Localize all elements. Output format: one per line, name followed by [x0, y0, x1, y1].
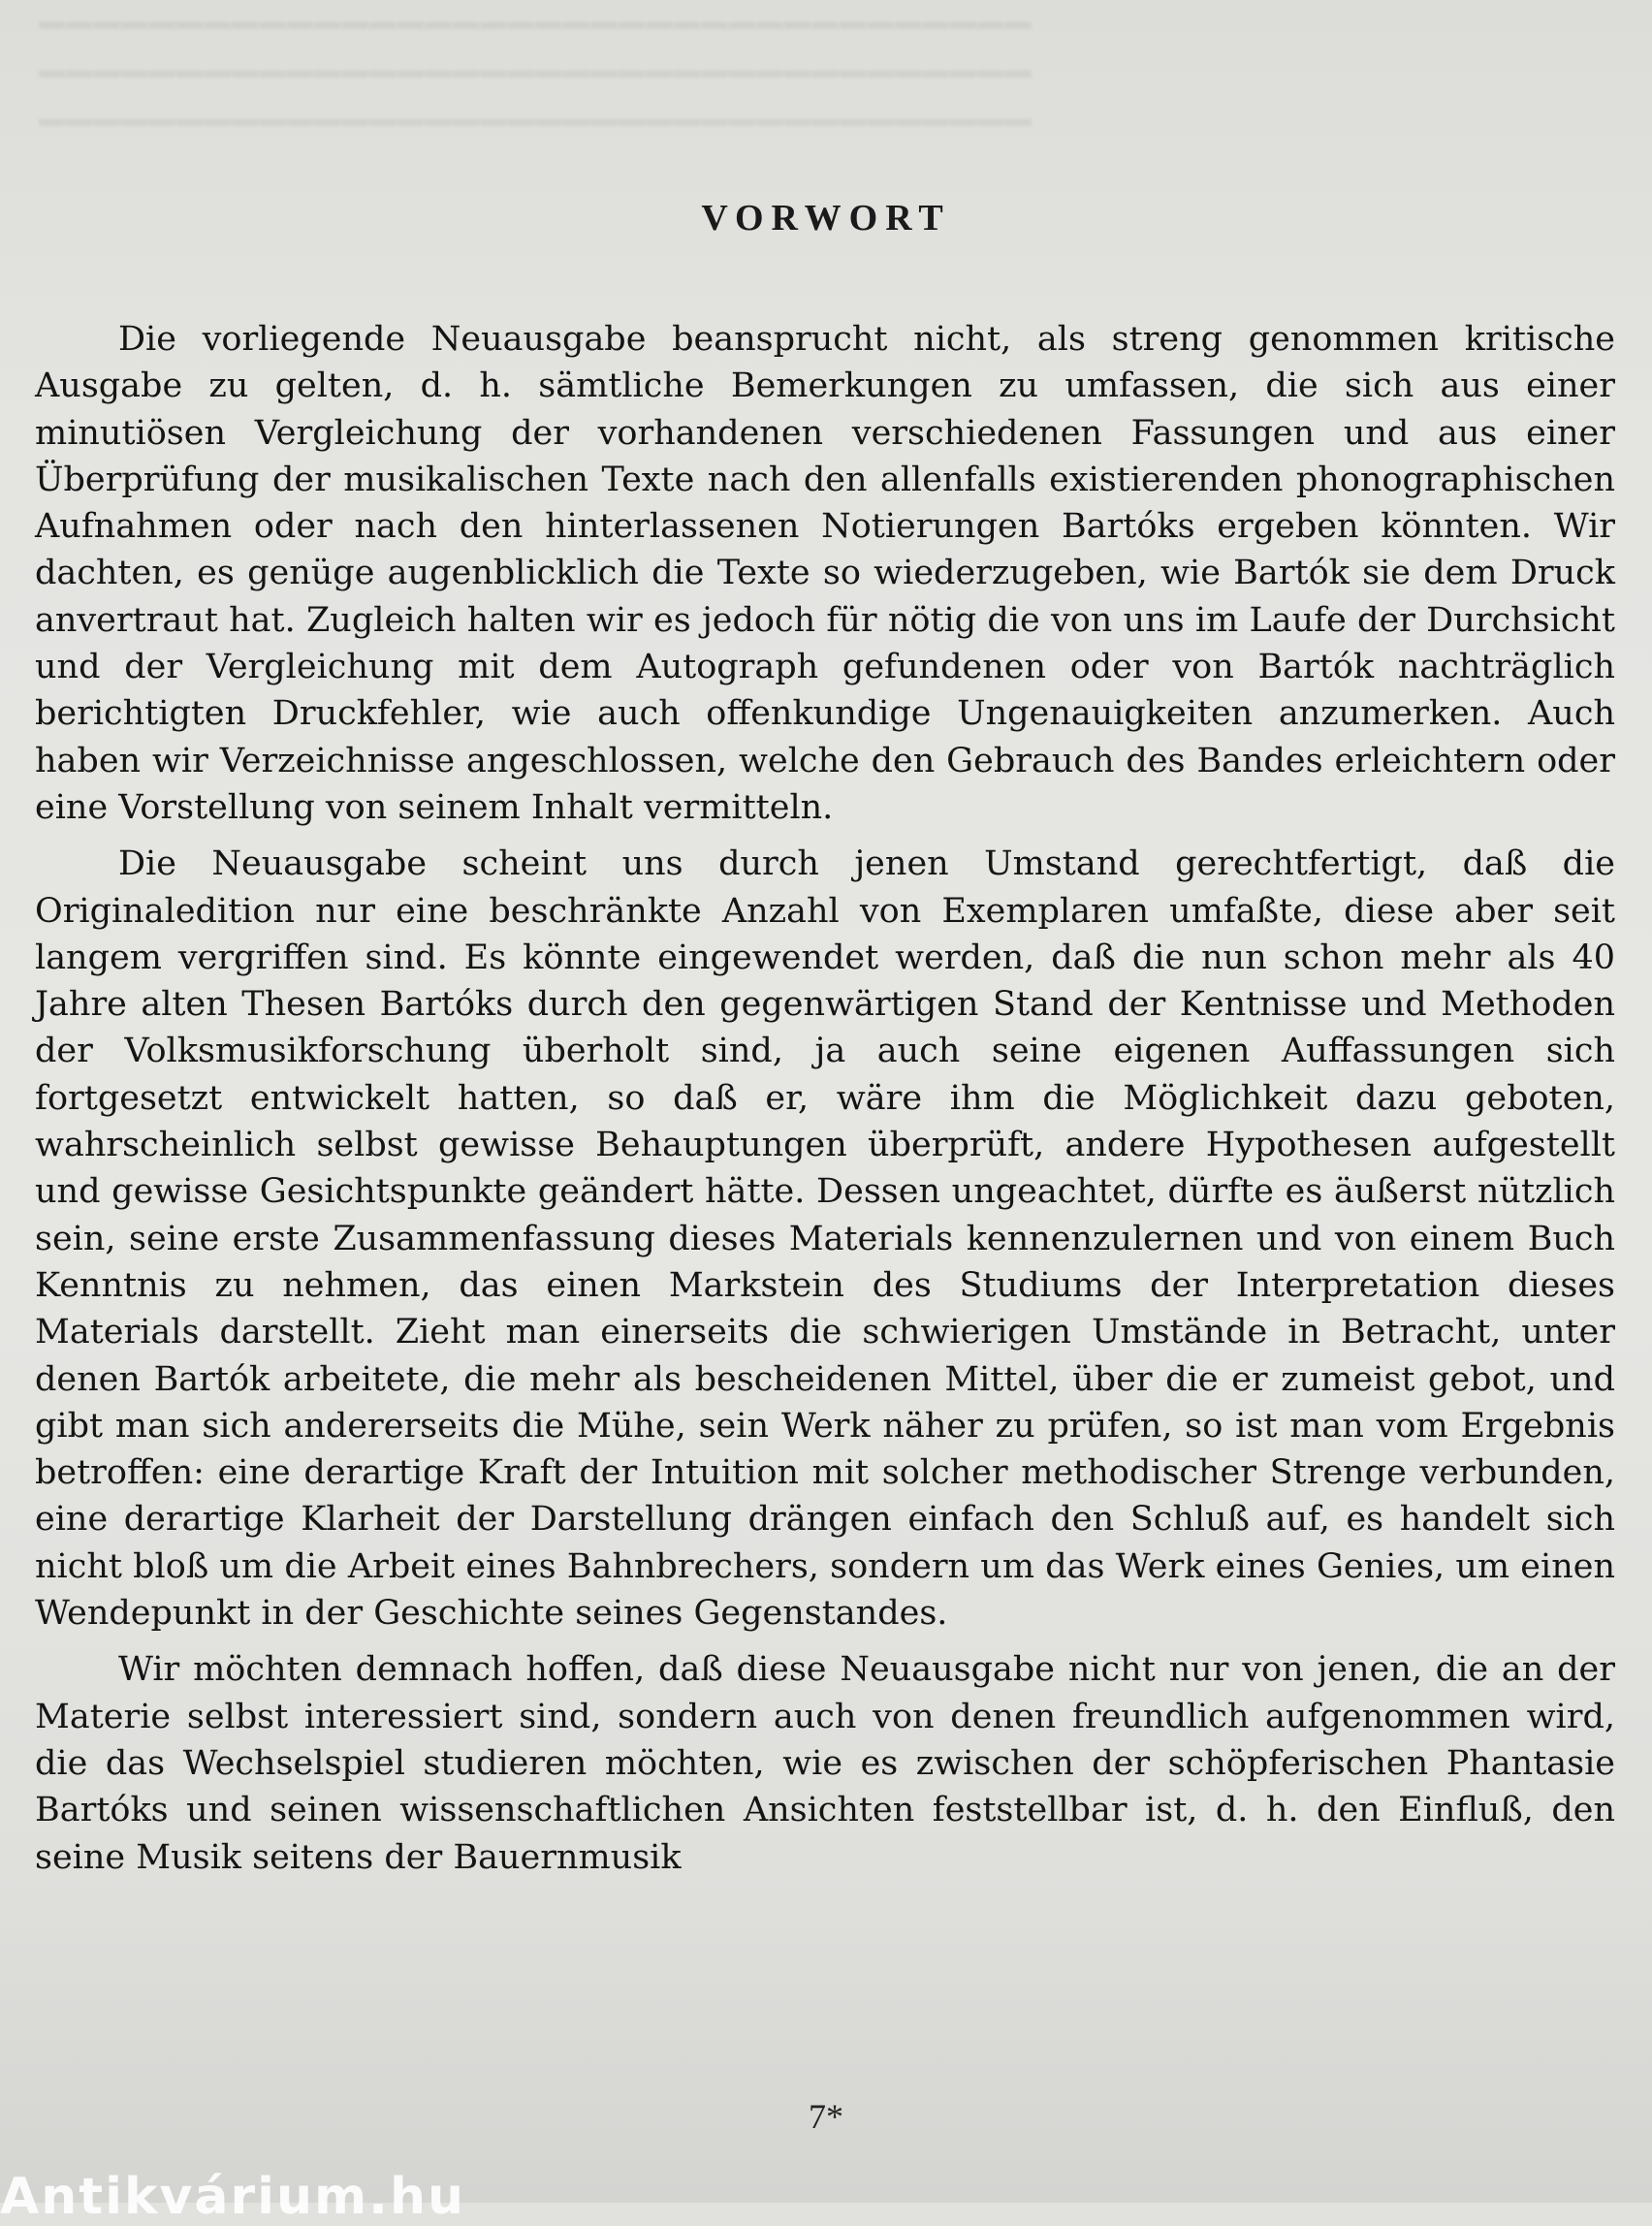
page-title: VORWORT — [701, 198, 951, 239]
page-number: 7* — [809, 2097, 843, 2136]
paragraph-2: Die Neuausgabe scheint uns durch jenen Umstand gerechtfertigt, daß die Originaledition nur eine beschränkte Anzahl von Exemplaren umfaßte, diese aber seit langem vergriffen sind. Es könnte eingewendet werden, daß die nun schon mehr als 40 Jahre alten Thesen Bartóks durch den gegenwärtigen Stand der Kentnisse und Methoden der Volksmusikforschung überholt sind, ja auch seine eigenen Auffassungen sich fortgesetzt entwickelt hatten, so daß er, wäre ihm die Möglichkeit dazu geboten, wahrscheinlich selbst gewisse Behauptungen überprüft, andere Hypothesen aufgestellt und gewisse Gesichtspunkte geändert hätte. Dessen ungeachtet, dürfte es äußerst nützlich sein, seine erste Zusammenfassung dieses Materials kennenzulernen und von einem Buch Kenntnis zu nehmen, das einen Markstein des Studiums der Interpretation dieses Materials darstellt. Zieht man einerseits die schwierigen Umstände in Betracht, unter denen Bartók arbeitete, die mehr als bescheidenen Mittel, über die er zumeist gebot, und gibt man sich andererseits die Mühe, sein Werk näher zu prüfen, so ist man vom Ergebnis betroffen: eine derartige Kraft der Intuition mit solcher methodischer Strenge verbunden, eine derartige Klarheit der Darstellung drängen einfach den Schluß auf, es handelt sich nicht bloß um die Arbeit eines Bahnbrechers, sondern um das Werk eines Genies, um einen Wendepunkt in der Geschichte seines Gegenstandes. — [35, 844, 1615, 1634]
paragraph-3: Wir möchten demnach hoffen, daß diese Neuausgabe nicht nur von jenen, die an der Materie selbst interessiert sind, sondern auch von denen freundlich aufgenommen wird, die das Wechselspiel studieren möchten, wie es zwischen der schöpferischen Phantasie Bartóks und seinen wissenschaftlichen Ansichten feststellbar ist, d. h. den Einfluß, den seine Musik seitens der Bauernmusik — [35, 1650, 1615, 1877]
bleed-through-decoration: ━━━━━━━━━━━━━━━━━━━━━━━━━━━━━━━━━━━━ ━━━━━━━━━━━━━━━━━━━━━━━━━━━━━━━━━━━━ ━━━━━━━━━━━━━━━━━━━━━━━━━━━━━━━━━━━━ — [39, 0, 1033, 146]
body-text — [35, 316, 1615, 1891]
watermark: Antikvárium.hu — [0, 2168, 465, 2226]
paragraph-1: Die vorliegende Neuausgabe beansprucht nicht, als streng genommen kritische Ausgabe zu gelten, d. h. sämtliche Bemerkungen zu umfassen, die sich aus einer minutiösen Vergleichung der vorhandenen verschiedenen Fassungen und aus einer Überprüfung der musikalischen Texte nach den allenfalls existierenden phonographischen Aufnahmen oder nach den hinterlassenen Notierungen Bartóks ergeben könnten. Wir dachten, es genüge augenblicklich die Texte so wiederzugeben, wie Bartók sie dem Druck anvertraut hat. Zugleich halten wir es jedoch für nötig die von uns im Laufe der Durchsicht und der Vergleichung mit dem Autograph gefundenen oder von Bartók nachträglich berichtigten Druckfehler, wie auch offenkundige Ungenauigkeiten anzumerken. Auch haben wir Verzeichnisse angeschlossen, welche den Gebrauch des Bandes erleichtern oder eine Vorstellung von seinem Inhalt vermitteln. — [35, 320, 1615, 827]
